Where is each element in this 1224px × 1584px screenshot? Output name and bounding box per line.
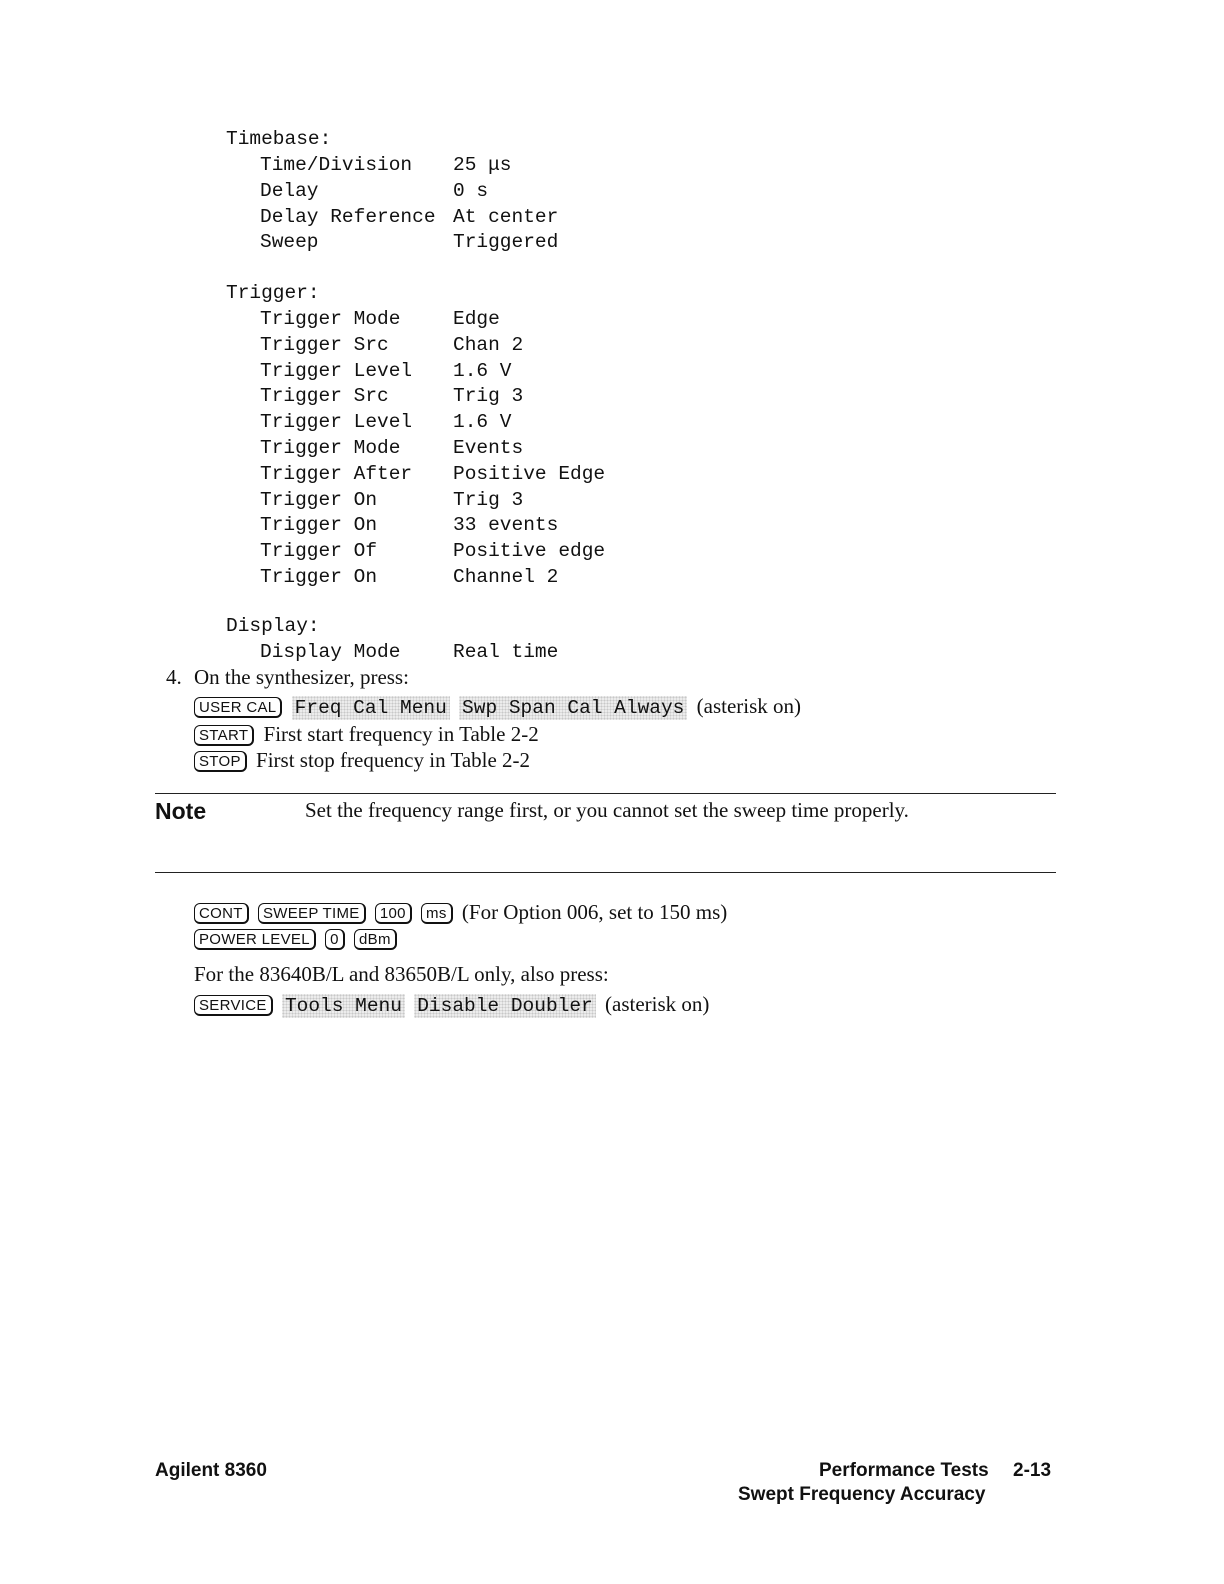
- setting-name: Trigger Src: [260, 385, 389, 408]
- key-0[interactable]: 0: [325, 929, 345, 950]
- option-006-note: (For Option 006, set to 150 ms): [461, 900, 728, 924]
- setting-name: Trigger On: [260, 488, 378, 511]
- note-bottom-rule: [155, 872, 1056, 873]
- setting-name: Trigger Of: [260, 540, 378, 563]
- key-100[interactable]: 100: [375, 903, 412, 924]
- setting-value: Channel 2: [453, 566, 559, 588]
- power-level-line: [194, 924, 401, 952]
- step-line-user-cal: [194, 692, 805, 720]
- setting-name: Trigger Level: [260, 411, 413, 434]
- setting-name: Delay Reference: [260, 205, 436, 228]
- setting-value: Trig 3: [453, 385, 524, 408]
- cont-key[interactable]: CONT: [194, 903, 249, 924]
- setting-value: 0 s: [453, 179, 489, 202]
- setting-name: Trigger On: [260, 514, 378, 537]
- service-key[interactable]: SERVICE: [194, 995, 273, 1016]
- step-line-stop: [194, 746, 534, 774]
- step-intro: On the synthesizer, press:: [194, 665, 409, 689]
- setting-name: Display Mode: [260, 641, 401, 663]
- setting-name: Trigger Src: [260, 333, 389, 356]
- setting-name: Trigger After: [260, 462, 413, 485]
- setting-value: Real time: [453, 641, 559, 663]
- setting-value: Events: [453, 437, 524, 459]
- footer-page-number: 2-13: [1013, 1460, 1052, 1481]
- setting-value: 33 events: [453, 514, 559, 537]
- setting-value: Positive edge: [453, 540, 606, 563]
- step-line-start: [194, 720, 543, 748]
- stop-key[interactable]: STOP: [194, 751, 247, 772]
- sweep-time-key[interactable]: SWEEP TIME: [258, 903, 366, 924]
- tools-menu-softkey[interactable]: Tools Menu: [282, 994, 405, 1018]
- disable-doubler-softkey[interactable]: Disable Doubler: [414, 994, 596, 1018]
- model-only-text: For the 83640B/L and 83650B/L only, also press:: [194, 962, 609, 986]
- step-number: 4.: [166, 665, 182, 689]
- stop-instruction: First stop frequency in Table 2-2: [256, 748, 531, 772]
- start-key[interactable]: START: [194, 725, 254, 746]
- dbm-key[interactable]: dBm: [354, 929, 397, 950]
- setting-name: Trigger Level: [260, 359, 413, 382]
- setting-name: Time/Division: [260, 154, 413, 176]
- setting-name: Trigger On: [260, 566, 378, 588]
- setting-name: Trigger Mode: [260, 308, 401, 330]
- asterisk-note: (asterisk on): [696, 694, 802, 718]
- service-line: [194, 990, 713, 1018]
- start-instruction: First start frequency in Table 2-2: [263, 722, 539, 746]
- display-heading: Display:: [226, 615, 320, 637]
- sweep-time-line: [194, 898, 731, 926]
- setting-value: 1.6 V: [453, 359, 512, 382]
- setting-value: At center: [453, 205, 559, 228]
- setting-value: Chan 2: [453, 333, 524, 356]
- setting-value: Positive Edge: [453, 462, 606, 485]
- timebase-heading: Timebase:: [226, 128, 332, 150]
- note-text: Set the frequency range first, or you cannot set the sweep time properly.: [305, 798, 909, 822]
- footer-product: Agilent 8360: [155, 1460, 267, 1481]
- ms-key[interactable]: ms: [421, 903, 453, 924]
- footer-section-title: Performance Tests: [819, 1460, 989, 1481]
- setting-value: Edge: [453, 308, 500, 330]
- power-level-key[interactable]: POWER LEVEL: [194, 929, 316, 950]
- setting-name: Trigger Mode: [260, 437, 401, 459]
- note-label: Note: [155, 798, 207, 824]
- asterisk-note: (asterisk on): [605, 992, 710, 1016]
- setting-value: 1.6 V: [453, 411, 512, 434]
- trigger-heading: Trigger:: [226, 282, 320, 304]
- setting-value: 25 μs: [453, 154, 512, 176]
- setting-value: Triggered: [453, 231, 559, 254]
- setting-value: Trig 3: [453, 488, 524, 511]
- footer-subtitle: Swept Frequency Accuracy: [738, 1484, 986, 1505]
- swp-span-cal-always-softkey[interactable]: Swp Span Cal Always: [459, 696, 687, 720]
- freq-cal-menu-softkey[interactable]: Freq Cal Menu: [292, 696, 450, 720]
- user-cal-key[interactable]: USER CAL: [194, 697, 282, 718]
- note-top-rule: [155, 793, 1056, 794]
- setting-name: Delay: [260, 179, 319, 202]
- setting-name: Sweep: [260, 231, 319, 254]
